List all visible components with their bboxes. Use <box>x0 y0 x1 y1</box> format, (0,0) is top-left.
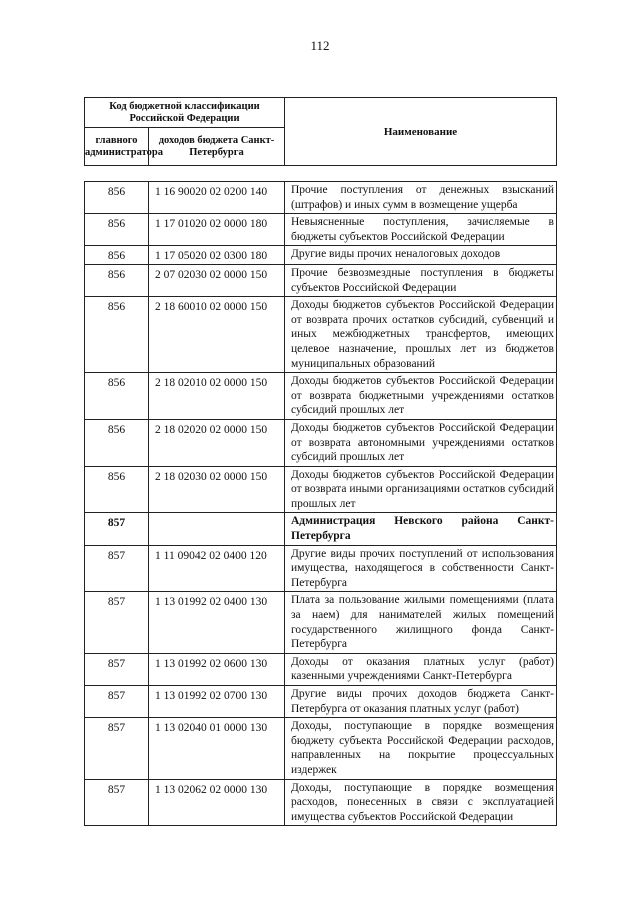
admin-code-cell: 857 <box>85 686 149 718</box>
table-row <box>85 513 557 545</box>
income-codes-table <box>84 181 557 826</box>
table-row <box>85 545 557 592</box>
table-row <box>85 264 557 296</box>
income-code-cell: 1 13 02062 02 0000 130 <box>149 779 285 826</box>
income-code-cell: 2 18 60010 02 0000 150 <box>149 297 285 373</box>
code-group-header: Код бюджетной классификации Российской Федерации <box>85 98 285 128</box>
admin-column-header: главного администратора <box>85 128 149 166</box>
name-cell: Другие виды прочих доходов бюджета Санкт-Петербурга от оказания платных услуг (работ) <box>285 686 557 718</box>
name-column-header: Наименование <box>285 98 557 166</box>
income-code-cell: 2 18 02030 02 0000 150 <box>149 466 285 513</box>
table-row <box>85 779 557 826</box>
table-header <box>84 97 557 166</box>
income-code-cell: 1 16 90020 02 0200 140 <box>149 182 285 214</box>
table-row <box>85 297 557 373</box>
income-code-cell: 2 18 02010 02 0000 150 <box>149 373 285 420</box>
admin-code-cell: 856 <box>85 466 149 513</box>
income-code-cell <box>149 513 285 545</box>
table-row <box>85 373 557 420</box>
income-code-cell: 1 17 05020 02 0300 180 <box>149 246 285 265</box>
admin-code-cell: 856 <box>85 214 149 246</box>
admin-code-cell: 857 <box>85 545 149 592</box>
income-code-cell: 1 13 01992 02 0400 130 <box>149 592 285 653</box>
table-row <box>85 182 557 214</box>
name-cell: Плата за пользование жилыми помещениями (плата за наем) для нанимателей жилых помещений государственного жилищного фонда Санкт-Петербурга <box>285 592 557 653</box>
income-code-cell: 1 17 01020 02 0000 180 <box>149 214 285 246</box>
name-cell: Доходы от оказания платных услуг (работ) казенными учреждениями Санкт-Петербурга <box>285 653 557 685</box>
table-row <box>85 466 557 513</box>
income-column-header: доходов бюджета Санкт-Петербурга <box>149 128 285 166</box>
admin-code-cell: 856 <box>85 373 149 420</box>
page-number: 112 <box>310 38 330 53</box>
name-cell: Администрация Невского района Санкт-Петербурга <box>285 513 557 545</box>
name-cell: Доходы бюджетов субъектов Российской Федерации от возврата бюджетными учреждениями остатков субсидий прошлых лет <box>285 373 557 420</box>
admin-code-cell: 857 <box>85 653 149 685</box>
admin-code-cell: 857 <box>85 592 149 653</box>
table-row <box>85 592 557 653</box>
name-cell: Доходы бюджетов субъектов Российской Федерации от возврата иными организациями остатков субсидий прошлых лет <box>285 466 557 513</box>
name-cell: Другие виды прочих поступлений от использования имущества, находящегося в собственности Санкт-Петербурга <box>285 545 557 592</box>
income-code-cell: 2 07 02030 02 0000 150 <box>149 264 285 296</box>
income-code-cell: 2 18 02020 02 0000 150 <box>149 419 285 466</box>
table-row <box>85 686 557 718</box>
admin-code-cell: 857 <box>85 779 149 826</box>
income-code-cell: 1 13 02040 01 0000 130 <box>149 718 285 779</box>
admin-code-cell: 856 <box>85 419 149 466</box>
name-cell: Прочие поступления от денежных взысканий (штрафов) и иных сумм в возмещение ущерба <box>285 182 557 214</box>
income-code-cell: 1 11 09042 02 0400 120 <box>149 545 285 592</box>
table-row <box>85 718 557 779</box>
name-cell: Невыясненные поступления, зачисляемые в бюджеты субъектов Российской Федерации <box>285 214 557 246</box>
table-row <box>85 246 557 265</box>
name-cell: Другие виды прочих неналоговых доходов <box>285 246 557 265</box>
table-row <box>85 214 557 246</box>
name-cell: Доходы, поступающие в порядке возмещения бюджету субъекта Российской Федерации расходов, направленных на покрытие процессуальных издержек <box>285 718 557 779</box>
admin-code-cell: 856 <box>85 182 149 214</box>
name-cell: Прочие безвозмездные поступления в бюджеты субъектов Российской Федерации <box>285 264 557 296</box>
admin-code-cell: 856 <box>85 246 149 265</box>
income-code-cell: 1 13 01992 02 0700 130 <box>149 686 285 718</box>
admin-code-cell: 857 <box>85 718 149 779</box>
name-cell: Доходы, поступающие в порядке возмещения расходов, понесенных в связи с эксплуатацией имущества субъектов Российской Федерации <box>285 779 557 826</box>
table-row <box>85 419 557 466</box>
name-cell: Доходы бюджетов субъектов Российской Федерации от возврата прочих остатков субсидий, субвенций и иных межбюджетных трансфертов, имеющих целевое назначение, прошлых лет из бюджетов муниципальных образований <box>285 297 557 373</box>
income-code-cell: 1 13 01992 02 0600 130 <box>149 653 285 685</box>
admin-code-cell: 856 <box>85 264 149 296</box>
table-row <box>85 653 557 685</box>
admin-code-cell: 856 <box>85 297 149 373</box>
admin-code-cell: 857 <box>85 513 149 545</box>
name-cell: Доходы бюджетов субъектов Российской Федерации от возврата автономными учреждениями остатков субсидий прошлых лет <box>285 419 557 466</box>
